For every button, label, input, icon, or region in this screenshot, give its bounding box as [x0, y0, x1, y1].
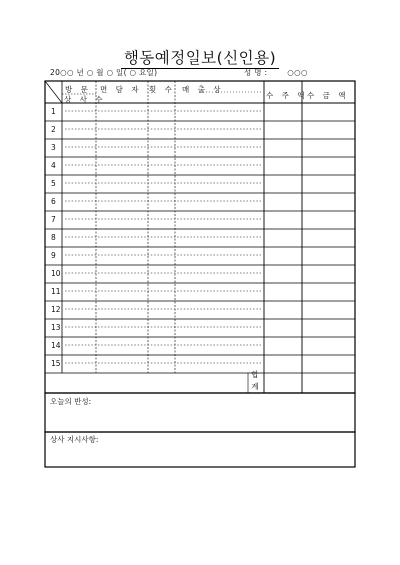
row-number: 7	[51, 215, 56, 224]
date-line: 20○○ 년 ○ 월 ○ 일( ○ 요일)	[50, 68, 158, 77]
row-number: 2	[51, 125, 56, 134]
header-visit: 방 문	[65, 85, 91, 94]
header-diagonal	[45, 81, 62, 103]
row-number: 11	[51, 287, 61, 296]
reflection-label: 오늘의 반성:	[50, 397, 92, 406]
total-label-1: 합	[251, 370, 259, 379]
total-label-2: 계	[251, 382, 259, 391]
row-number: 14	[51, 341, 61, 350]
row-number: 1	[51, 107, 56, 116]
row-number: 4	[51, 161, 56, 170]
row-number: 8	[51, 233, 56, 242]
row-number: 9	[51, 251, 56, 260]
header-order-amount: 수 주 액	[266, 91, 308, 100]
header-sales: 매 출 상	[182, 85, 224, 94]
row-number: 5	[51, 179, 56, 188]
form-title: 행동예정일보(신인용)	[121, 49, 279, 69]
header-count: 횟 수	[149, 85, 175, 94]
instructions-label: 상사 지시사항:	[50, 435, 99, 444]
row-number: 10	[51, 269, 61, 278]
row-number: 13	[51, 323, 61, 332]
name-value: ○○○	[287, 68, 308, 77]
name-label: 성 명 :	[244, 68, 268, 77]
reflection-box	[45, 393, 355, 432]
row-number: 15	[51, 359, 61, 368]
row-number: 12	[51, 305, 61, 314]
row-number: 6	[51, 197, 56, 206]
header-collection-amount: 수 금 액	[307, 91, 349, 100]
header-interviewer: 면 담 자	[100, 85, 142, 94]
row-number: 3	[51, 143, 56, 152]
header-visit-count: 상 사 수	[64, 95, 106, 104]
